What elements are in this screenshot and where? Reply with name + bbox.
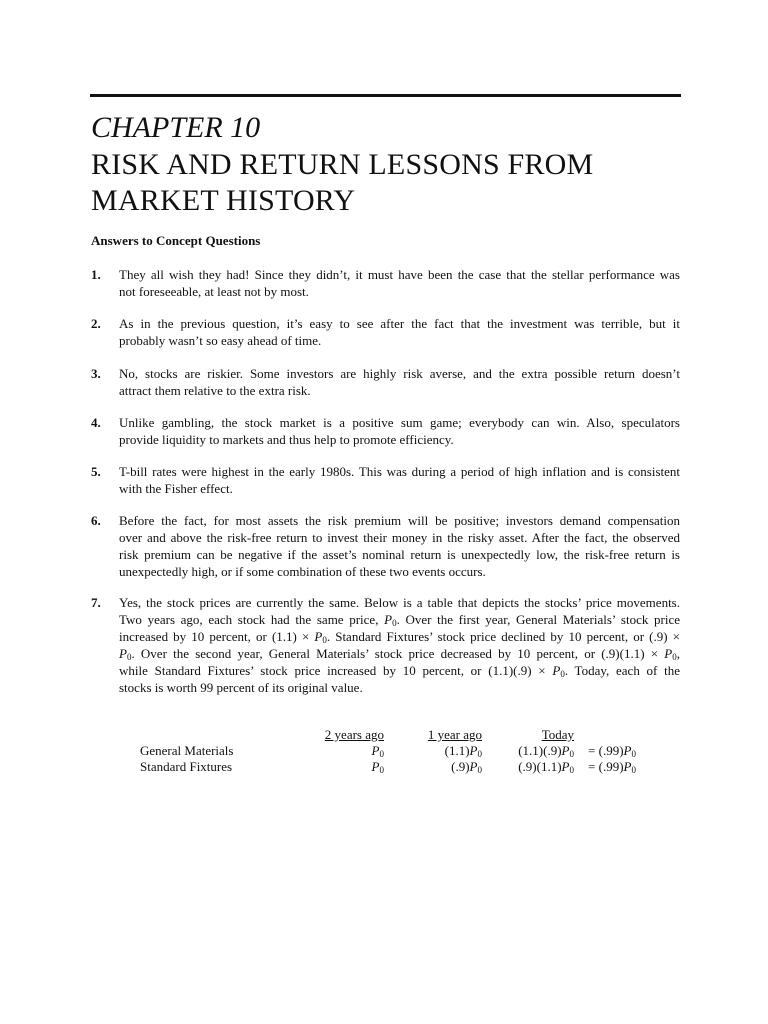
answer-text-line: Before the fact, for most assets the risk premium will be positive; investors demand compensation [119, 513, 680, 528]
answer-text [119, 266, 680, 300]
table-cell: = $(.99)P_0$ [588, 743, 636, 759]
table-row [140, 743, 636, 759]
price-table-header-row [140, 727, 636, 743]
chapter-title-line: MARKET HISTORY [91, 184, 356, 217]
answer-text-line: They all wish they had! Since they didn’t, it must have been the case that the stellar performance was [119, 267, 680, 282]
chapter-title [91, 147, 691, 219]
answer-text-line: unexpectedly high, or if some combination of these two events occurs. [119, 564, 486, 579]
column-header: Today [541, 727, 574, 742]
answer-text-line: increased by 10 percent, or $(1.1) \times P_0$. Standard Fixtures’ stock price declined by 10 percent, or (.9) × [119, 629, 680, 645]
column-header: 1 year ago [427, 727, 482, 742]
answer-item [91, 512, 681, 580]
answer-text-line: No, stocks are riskier. Some investors are highly risk averse, and the extra possible return doesn’t [119, 366, 680, 381]
answer-text-line: provide liquidity to markets and thus help to promote efficiency. [119, 432, 454, 447]
answer-number: 4. [91, 415, 101, 430]
answer-text-line: T-bill rates were highest in the early 1980s. This was during a period of high inflation and is consistent [119, 464, 680, 479]
answer-number: 5. [91, 464, 101, 479]
answer-text-line: stocks is worth 99 percent of its original value. [119, 680, 363, 695]
column-header: 2 years ago [324, 727, 384, 742]
answer-text-line: As in the previous question, it’s easy to see after the fact that the investment was terrible, but it [119, 316, 680, 331]
answer-item [91, 315, 681, 349]
answer-text-line: attract them relative to the extra risk. [119, 383, 311, 398]
table-cell: $(1.1)P_0$ [444, 743, 482, 759]
chapter-title-line: RISK AND RETURN LESSONS FROM [91, 148, 594, 181]
row-label: General Materials [140, 743, 234, 758]
answer-item [91, 266, 681, 300]
answer-item [91, 414, 681, 448]
answer-text-line: with the Fisher effect. [119, 481, 233, 496]
table-cell: $P_0$ [371, 759, 384, 775]
answer-item [91, 594, 681, 696]
answer-text-line: Unlike gambling, the stock market is a positive sum game; everybody can win. Also, speculators [119, 415, 680, 430]
answer-text-line: while Standard Fixtures’ stock price increased by 10 percent, or $(1.1)(.9) \times P_0$. Today, each of the [119, 663, 680, 679]
row-label: Standard Fixtures [140, 759, 233, 774]
answer-number: 2. [91, 316, 101, 331]
answer-item [91, 365, 681, 399]
table-cell: $(.9)P_0$ [451, 759, 482, 775]
answer-text-line: probably wasn’t so easy ahead of time. [119, 333, 322, 348]
top-rule [90, 94, 681, 97]
chapter-label: CHAPTER 10 [91, 111, 261, 144]
answer-text-line: risk premium can be negative if the asset’s nominal return is unexpectedly low, the risk-free return is [119, 547, 680, 562]
column-header [140, 727, 290, 743]
table-cell: $(1.1)(.9)P_0$ [518, 743, 574, 759]
table-cell: $(.9)(1.1)P_0$ [518, 759, 574, 775]
answer-text-line: Two years ago, each stock had the same price, $P_0$. Over the first year, General Materials’ stock price [119, 612, 680, 628]
answer-text-line: over and above the risk-free return to invest their money in the risky asset. After the fact, the observed [119, 530, 680, 545]
answer-number: 1. [91, 267, 101, 282]
table-row [140, 759, 636, 775]
answer-text-line: not foreseeable, at least not by most. [119, 284, 309, 299]
answer-text-line: $P_0$. Over the second year, General Materials’ stock price decreased by 10 percent, or $(.9)(1.1) \times P_0$, [119, 646, 680, 662]
table-cell: = $(.99)P_0$ [588, 759, 636, 775]
answer-text [119, 365, 680, 399]
price-table [140, 727, 636, 775]
section-subheading: Answers to Concept Questions [91, 233, 261, 248]
answer-text [119, 512, 680, 580]
answer-item [91, 463, 681, 497]
answer-text [119, 315, 680, 349]
answer-text-line: Yes, the stock prices are currently the same. Below is a table that depicts the stocks’ price movements. [119, 595, 680, 610]
answer-number: 3. [91, 366, 101, 381]
answer-text [119, 414, 680, 448]
table-cell: $P_0$ [371, 743, 384, 759]
answer-text [119, 463, 680, 497]
answer-number: 7. [91, 595, 101, 610]
answer-number: 6. [91, 513, 101, 528]
answer-text [119, 594, 680, 696]
column-header [574, 727, 636, 743]
